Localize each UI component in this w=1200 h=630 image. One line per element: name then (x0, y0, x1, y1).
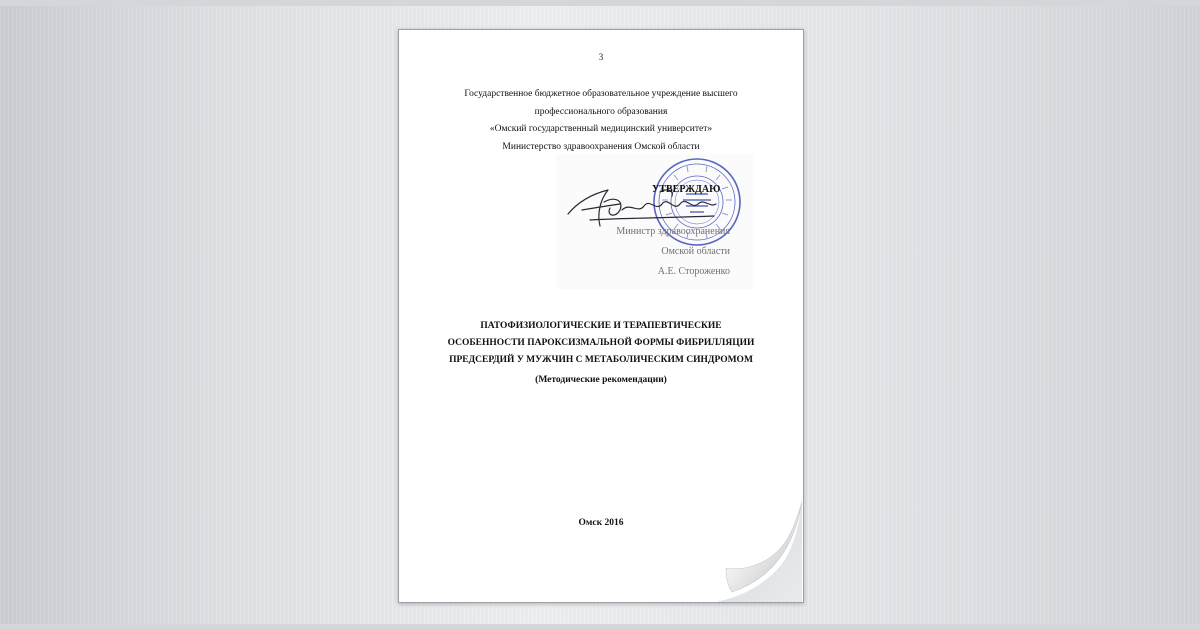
institution-line: «Омский государственный медицинский университет» (489, 124, 713, 134)
document-title-line: ПРЕДСЕРДИЙ У МУЖЧИН С МЕТАБОЛИЧЕСКИМ СИНДРОМОМ (449, 355, 753, 365)
background-frame-bottom (0, 624, 1200, 630)
document-title (399, 318, 803, 369)
institution-header (399, 86, 803, 156)
background-frame-top (0, 0, 1200, 6)
page-number: 3 (598, 52, 604, 62)
document-place-year: Омск 2016 (578, 518, 624, 528)
institution-line: Министерство здравоохранения Омской области (502, 141, 700, 152)
document-title-line: ПАТОФИЗИОЛОГИЧЕСКИЕ И ТЕРАПЕВТИЧЕСКИЕ (480, 321, 722, 331)
document-page (398, 29, 804, 603)
document-title-line: ОСОБЕННОСТИ ПАРОКСИЗМАЛЬНОЙ ФОРМЫ ФИБРИЛЛЯЦИИ (447, 338, 755, 348)
approval-title: УТВЕРЖДАЮ (652, 184, 721, 195)
institution-line: Государственное бюджетное образовательное учреждение высшего (464, 89, 738, 99)
approver-name: А.Е. Стороженко (657, 266, 730, 277)
approver-position: Министр здравоохранения (616, 226, 730, 237)
institution-line: профессионального образования (534, 106, 668, 117)
approver-region: Омской области (661, 246, 730, 257)
page-curl-corner (716, 500, 802, 602)
document-subtitle: (Методические рекомендации) (535, 375, 667, 385)
